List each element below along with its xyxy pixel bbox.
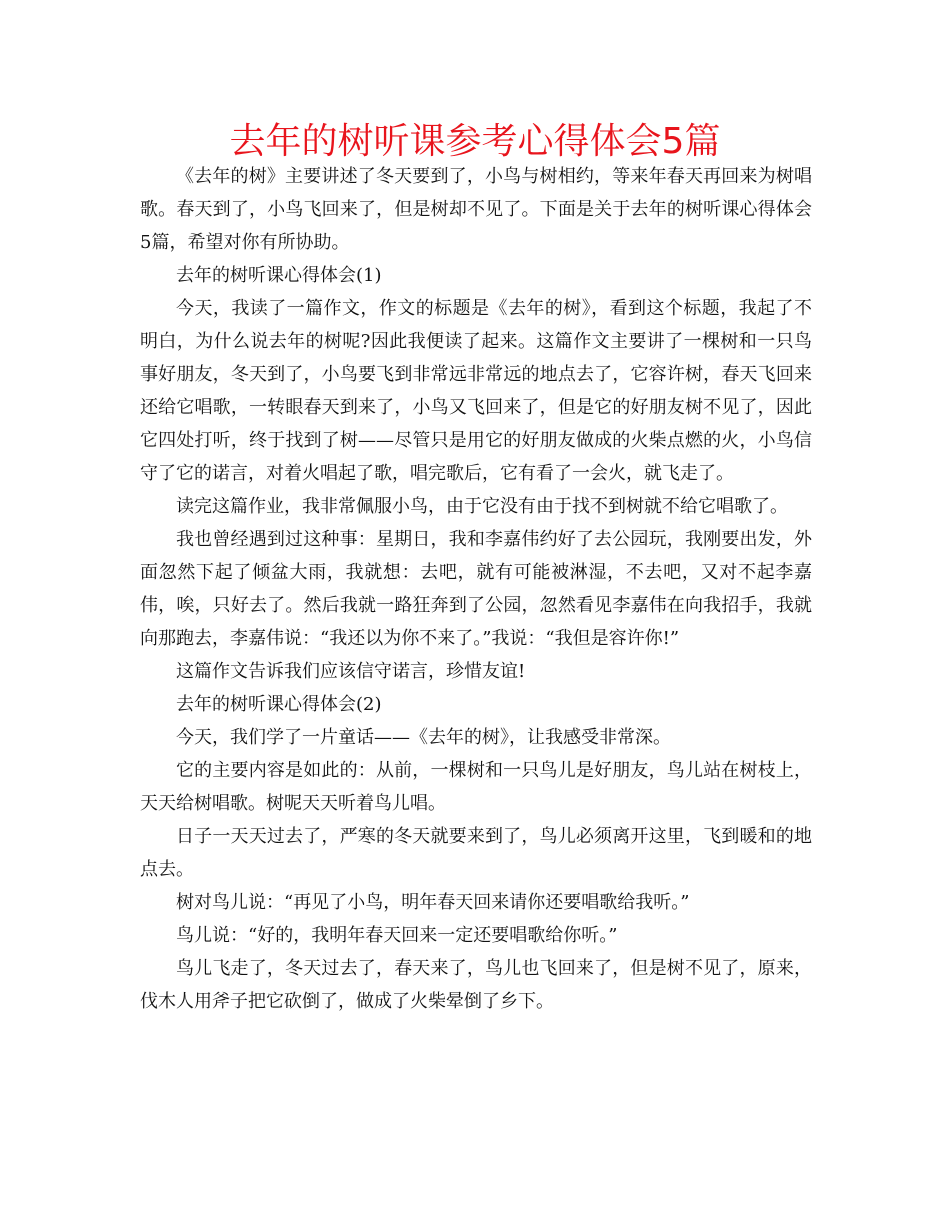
section-heading-2: 去年的树听课心得体会(2) (176, 694, 382, 715)
section-heading-1: 去年的树听课心得体会(1) (176, 265, 382, 286)
body-paragraph: 日子一天天过去了，严寒的冬天就要来到了，鸟儿必须离开这里，飞到暖和的地点去。 (140, 826, 812, 880)
document-body (140, 160, 812, 1018)
body-paragraph: 它的主要内容是如此的：从前，一棵树和一只鸟儿是好朋友，鸟儿站在树枝上，天天给树唱歌。树呢天天听着鸟儿唱。 (140, 760, 812, 814)
body-paragraph: 读完这篇作业，我非常佩服小鸟，由于它没有由于找不到树就不给它唱歌了。 (176, 496, 788, 517)
body-paragraph: 我也曾经遇到过这种事：星期日，我和李嘉伟约好了去公园玩，我刚要出发，外面忽然下起了倾盆大雨，我就想：去吧，就有可能被淋湿，不去吧，又对不起李嘉伟，唉，只好去了。然后我就一路狂奔到了公园，忽然看见李嘉伟在向我招手，我就向那跑去，李嘉伟说：“我还以为你不来了。”我说：“我但是容许你!” (140, 529, 812, 649)
intro-paragraph: 《去年的树》主要讲述了冬天要到了，小鸟与树相约，等来年春天再回来为树唱歌。春天到了，小鸟飞回来了，但是树却不见了。下面是关于去年的树听课心得体会5篇，希望对你有所协助。 (140, 166, 812, 253)
body-paragraph: 鸟儿飞走了，冬天过去了，春天来了，鸟儿也飞回来了，但是树不见了，原来，伐木人用斧子把它砍倒了，做成了火柴晕倒了乡下。 (140, 958, 812, 1012)
body-paragraph: 树对鸟儿说：“再见了小鸟，明年春天回来请你还要唱歌给我听。” (176, 892, 690, 913)
body-paragraph: 今天，我读了一篇作文，作文的标题是《去年的树》，看到这个标题，我起了不明白，为什么说去年的树呢?因此我便读了起来。这篇作文主要讲了一棵树和一只鸟事好朋友，冬天到了，小鸟要飞到非常远非常远的地点去了，它容许树，春天飞回来还给它唱歌，一转眼春天到来了，小鸟又飞回来了，但是它的好朋友树不见了，因此它四处打听，终于找到了树——尽管只是用它的好朋友做成的火柴点燃的火，小鸟信守了它的诺言，对着火唱起了歌，唱完歌后，它有看了一会火，就飞走了。 (140, 298, 812, 484)
body-paragraph: 鸟儿说：“好的，我明年春天回来一定还要唱歌给你听。” (176, 925, 618, 946)
body-paragraph: 今天，我们学了一片童话——《去年的树》，让我感受非常深。 (176, 727, 671, 748)
document-title: 去年的树听课参考心得体会5篇 (229, 121, 721, 162)
body-paragraph: 这篇作文告诉我们应该信守诺言，珍惜友谊! (176, 661, 526, 682)
